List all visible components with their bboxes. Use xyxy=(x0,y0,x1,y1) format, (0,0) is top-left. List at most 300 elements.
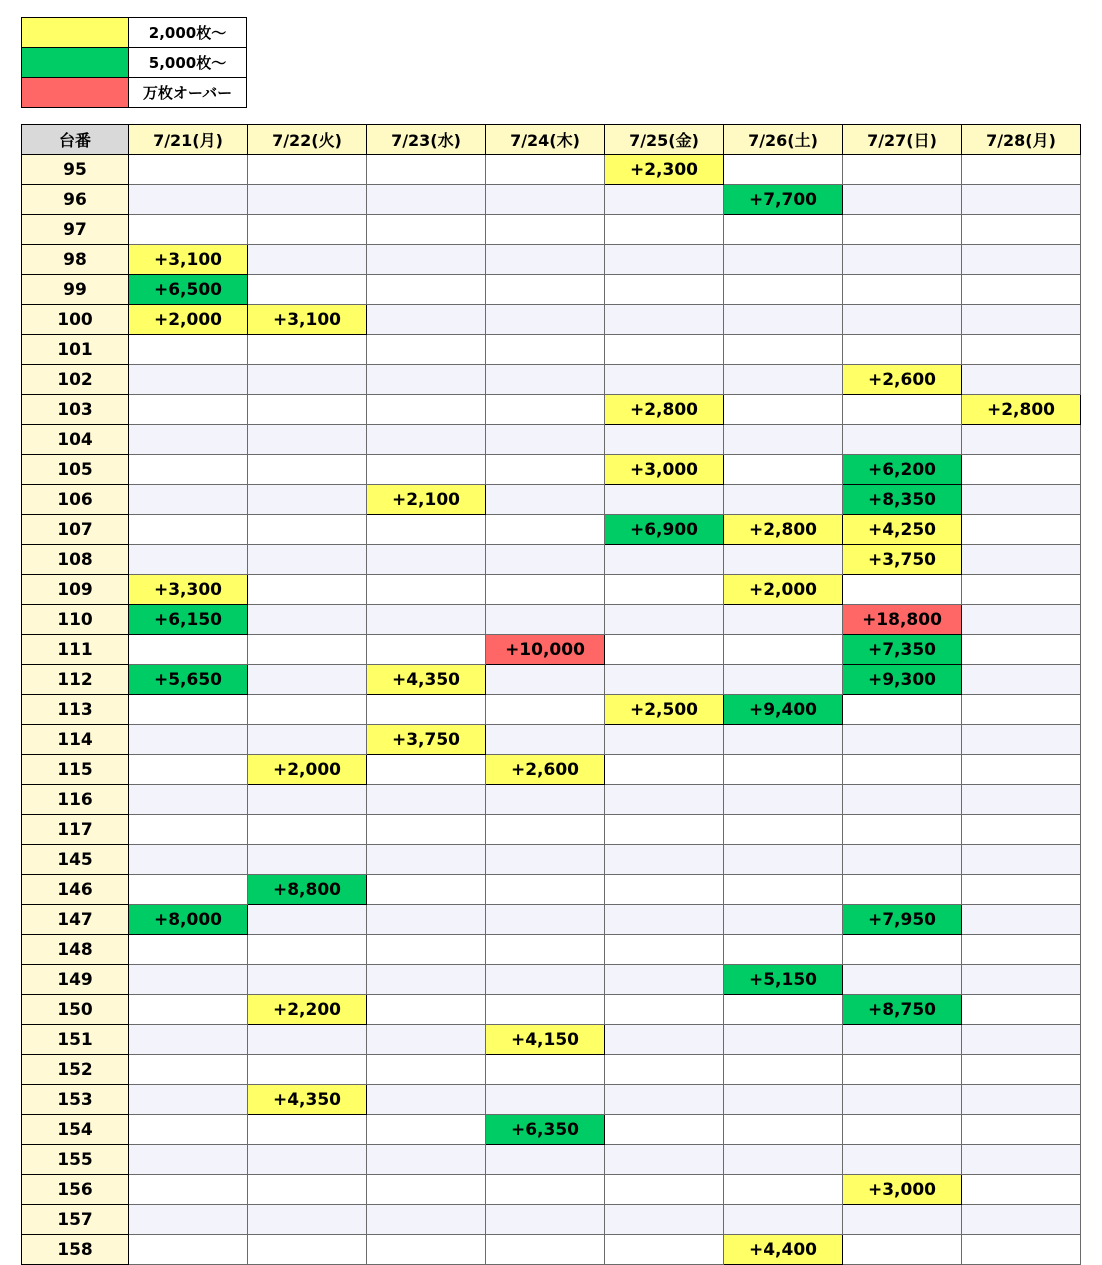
result-cell xyxy=(724,665,843,695)
result-cell xyxy=(605,1115,724,1145)
result-cell xyxy=(605,1055,724,1085)
result-cell xyxy=(486,575,605,605)
result-cell xyxy=(843,245,962,275)
result-cell xyxy=(605,485,724,515)
result-cell xyxy=(605,275,724,305)
result-cell xyxy=(724,1025,843,1055)
result-cell xyxy=(248,1115,367,1145)
results-table xyxy=(21,124,1081,1265)
result-cell xyxy=(724,1055,843,1085)
result-cell: +4,350 xyxy=(367,665,486,695)
result-cell xyxy=(367,1055,486,1085)
result-cell xyxy=(129,965,248,995)
legend-swatch-green xyxy=(22,48,129,78)
result-cell xyxy=(724,935,843,965)
result-cell xyxy=(843,1055,962,1085)
result-cell xyxy=(962,1175,1081,1205)
result-cell xyxy=(724,1175,843,1205)
result-cell xyxy=(724,425,843,455)
result-cell xyxy=(962,245,1081,275)
result-cell xyxy=(486,995,605,1025)
result-cell xyxy=(724,365,843,395)
table-row xyxy=(22,485,1081,515)
result-cell xyxy=(843,755,962,785)
result-cell xyxy=(962,275,1081,305)
machine-number: 109 xyxy=(22,575,129,605)
table-row xyxy=(22,1205,1081,1235)
result-cell xyxy=(724,1205,843,1235)
result-cell xyxy=(962,1115,1081,1145)
result-cell xyxy=(367,395,486,425)
result-cell: +4,150 xyxy=(486,1025,605,1055)
result-cell xyxy=(843,695,962,725)
result-cell xyxy=(248,905,367,935)
machine-number: 104 xyxy=(22,425,129,455)
table-row xyxy=(22,875,1081,905)
machine-number: 99 xyxy=(22,275,129,305)
result-cell xyxy=(724,1085,843,1115)
result-cell xyxy=(486,545,605,575)
result-cell xyxy=(129,695,248,725)
result-cell xyxy=(129,455,248,485)
result-cell xyxy=(129,755,248,785)
table-row xyxy=(22,395,1081,425)
date-header: 7/26(土) xyxy=(724,125,843,155)
result-cell: +6,200 xyxy=(843,455,962,485)
result-cell: +8,800 xyxy=(248,875,367,905)
result-cell xyxy=(367,365,486,395)
result-cell xyxy=(843,575,962,605)
table-row xyxy=(22,845,1081,875)
table-row xyxy=(22,815,1081,845)
table-row xyxy=(22,1235,1081,1265)
result-cell: +3,000 xyxy=(843,1175,962,1205)
result-cell xyxy=(724,545,843,575)
result-cell xyxy=(605,185,724,215)
table-row xyxy=(22,455,1081,485)
result-cell xyxy=(367,1085,486,1115)
result-cell xyxy=(605,245,724,275)
result-cell xyxy=(962,1145,1081,1175)
result-cell xyxy=(248,455,367,485)
result-cell xyxy=(486,365,605,395)
result-cell: +9,300 xyxy=(843,665,962,695)
machine-number: 115 xyxy=(22,755,129,785)
result-cell xyxy=(248,785,367,815)
result-cell xyxy=(962,365,1081,395)
result-cell xyxy=(367,965,486,995)
result-cell xyxy=(962,635,1081,665)
legend-row-10000 xyxy=(22,78,247,108)
result-cell xyxy=(962,605,1081,635)
result-cell xyxy=(367,1235,486,1265)
result-cell xyxy=(843,935,962,965)
result-cell xyxy=(129,1175,248,1205)
result-cell xyxy=(724,755,843,785)
result-cell xyxy=(843,1205,962,1235)
result-cell xyxy=(129,1205,248,1235)
result-cell xyxy=(605,845,724,875)
result-cell xyxy=(486,245,605,275)
machine-number: 152 xyxy=(22,1055,129,1085)
table-row xyxy=(22,1175,1081,1205)
result-cell: +2,800 xyxy=(605,395,724,425)
result-cell xyxy=(843,875,962,905)
result-cell xyxy=(367,1025,486,1055)
result-cell xyxy=(724,215,843,245)
table-row xyxy=(22,1085,1081,1115)
table-row xyxy=(22,155,1081,185)
machine-number: 155 xyxy=(22,1145,129,1175)
result-cell xyxy=(843,1235,962,1265)
result-cell xyxy=(486,695,605,725)
result-cell xyxy=(367,335,486,365)
result-cell xyxy=(724,305,843,335)
result-cell xyxy=(486,455,605,485)
result-cell xyxy=(724,395,843,425)
result-cell xyxy=(486,215,605,245)
result-cell xyxy=(129,725,248,755)
result-cell: +2,100 xyxy=(367,485,486,515)
table-row xyxy=(22,725,1081,755)
result-cell xyxy=(843,725,962,755)
machine-number: 96 xyxy=(22,185,129,215)
result-cell: +2,000 xyxy=(248,755,367,785)
result-cell: +7,950 xyxy=(843,905,962,935)
result-cell xyxy=(962,905,1081,935)
machine-number: 103 xyxy=(22,395,129,425)
result-cell: +8,000 xyxy=(129,905,248,935)
result-cell xyxy=(367,185,486,215)
result-cell: +18,800 xyxy=(843,605,962,635)
machine-number: 112 xyxy=(22,665,129,695)
result-cell xyxy=(129,485,248,515)
result-cell xyxy=(724,485,843,515)
table-row xyxy=(22,665,1081,695)
table-row xyxy=(22,425,1081,455)
result-cell xyxy=(486,905,605,935)
legend-swatch-red xyxy=(22,78,129,108)
result-cell xyxy=(248,1235,367,1265)
result-cell xyxy=(248,215,367,245)
machine-number: 153 xyxy=(22,1085,129,1115)
result-cell xyxy=(248,665,367,695)
result-cell xyxy=(605,755,724,785)
machine-number: 151 xyxy=(22,1025,129,1055)
result-cell xyxy=(486,665,605,695)
result-cell xyxy=(129,785,248,815)
machine-number: 156 xyxy=(22,1175,129,1205)
result-cell xyxy=(724,725,843,755)
result-cell xyxy=(843,335,962,365)
table-row xyxy=(22,365,1081,395)
result-cell xyxy=(962,725,1081,755)
result-cell xyxy=(367,1115,486,1145)
result-cell xyxy=(486,1085,605,1115)
result-cell xyxy=(962,515,1081,545)
result-cell xyxy=(605,725,724,755)
result-cell xyxy=(605,635,724,665)
result-cell xyxy=(962,845,1081,875)
result-cell xyxy=(962,755,1081,785)
table-row xyxy=(22,605,1081,635)
result-cell xyxy=(724,875,843,905)
machine-number-header: 台番 xyxy=(22,125,129,155)
result-cell xyxy=(367,935,486,965)
result-cell xyxy=(605,1205,724,1235)
machine-number: 147 xyxy=(22,905,129,935)
result-cell xyxy=(129,185,248,215)
result-cell: +3,100 xyxy=(129,245,248,275)
machine-number: 107 xyxy=(22,515,129,545)
result-cell xyxy=(962,1055,1081,1085)
result-cell xyxy=(605,575,724,605)
result-cell xyxy=(843,815,962,845)
result-cell: +9,400 xyxy=(724,695,843,725)
date-header: 7/24(木) xyxy=(486,125,605,155)
result-cell xyxy=(248,1205,367,1235)
result-cell xyxy=(367,515,486,545)
result-cell xyxy=(605,1175,724,1205)
table-row xyxy=(22,245,1081,275)
machine-number: 117 xyxy=(22,815,129,845)
result-cell xyxy=(248,185,367,215)
result-cell xyxy=(605,1145,724,1175)
result-cell xyxy=(367,215,486,245)
table-row xyxy=(22,575,1081,605)
result-cell xyxy=(248,245,367,275)
result-cell xyxy=(486,305,605,335)
table-row xyxy=(22,905,1081,935)
result-cell xyxy=(843,305,962,335)
table-row xyxy=(22,935,1081,965)
machine-number: 106 xyxy=(22,485,129,515)
result-cell: +5,650 xyxy=(129,665,248,695)
result-cell xyxy=(486,605,605,635)
result-cell xyxy=(129,875,248,905)
result-cell xyxy=(129,155,248,185)
machine-number: 145 xyxy=(22,845,129,875)
result-cell xyxy=(724,1115,843,1145)
result-cell xyxy=(367,425,486,455)
result-cell xyxy=(486,185,605,215)
result-cell xyxy=(367,635,486,665)
result-cell xyxy=(843,425,962,455)
result-cell: +3,750 xyxy=(843,545,962,575)
result-cell: +2,600 xyxy=(486,755,605,785)
result-cell xyxy=(962,965,1081,995)
result-cell xyxy=(248,335,367,365)
result-cell xyxy=(605,545,724,575)
result-cell xyxy=(605,1025,724,1055)
result-cell xyxy=(724,785,843,815)
date-header: 7/28(月) xyxy=(962,125,1081,155)
result-cell xyxy=(367,905,486,935)
machine-number: 149 xyxy=(22,965,129,995)
result-cell xyxy=(724,815,843,845)
result-cell: +6,150 xyxy=(129,605,248,635)
result-cell xyxy=(962,815,1081,845)
result-cell xyxy=(129,215,248,245)
result-cell xyxy=(248,365,367,395)
result-cell: +4,350 xyxy=(248,1085,367,1115)
table-row xyxy=(22,1115,1081,1145)
result-cell xyxy=(248,275,367,305)
result-cell xyxy=(248,545,367,575)
result-cell xyxy=(605,365,724,395)
table-row xyxy=(22,305,1081,335)
legend-label-10000: 万枚オーバー xyxy=(129,78,247,108)
result-cell xyxy=(724,1145,843,1175)
table-row xyxy=(22,635,1081,665)
result-cell: +6,500 xyxy=(129,275,248,305)
table-row xyxy=(22,1025,1081,1055)
result-cell xyxy=(129,1235,248,1265)
result-cell xyxy=(962,155,1081,185)
result-cell xyxy=(367,755,486,785)
result-cell: +6,900 xyxy=(605,515,724,545)
result-cell xyxy=(248,605,367,635)
result-cell xyxy=(248,155,367,185)
machine-number: 111 xyxy=(22,635,129,665)
result-cell xyxy=(605,875,724,905)
result-cell xyxy=(962,575,1081,605)
result-cell xyxy=(129,815,248,845)
result-cell xyxy=(962,785,1081,815)
result-cell xyxy=(248,815,367,845)
table-row xyxy=(22,965,1081,995)
result-cell xyxy=(605,905,724,935)
result-cell xyxy=(843,395,962,425)
result-cell xyxy=(962,545,1081,575)
result-cell xyxy=(486,1055,605,1085)
table-row xyxy=(22,695,1081,725)
result-cell xyxy=(129,845,248,875)
result-cell xyxy=(248,575,367,605)
result-cell xyxy=(724,455,843,485)
result-cell xyxy=(843,1085,962,1115)
header-row xyxy=(22,125,1081,155)
result-cell xyxy=(843,1115,962,1145)
result-cell: +2,500 xyxy=(605,695,724,725)
result-cell xyxy=(367,605,486,635)
result-cell xyxy=(724,155,843,185)
result-cell xyxy=(962,485,1081,515)
machine-number: 158 xyxy=(22,1235,129,1265)
result-cell: +2,600 xyxy=(843,365,962,395)
result-cell xyxy=(486,335,605,365)
result-cell xyxy=(248,1175,367,1205)
machine-number: 110 xyxy=(22,605,129,635)
result-cell xyxy=(605,1235,724,1265)
result-cell: +5,150 xyxy=(724,965,843,995)
result-cell xyxy=(962,215,1081,245)
machine-number: 95 xyxy=(22,155,129,185)
result-cell xyxy=(129,1115,248,1145)
result-cell xyxy=(248,1055,367,1085)
result-cell xyxy=(129,1145,248,1175)
result-cell xyxy=(129,395,248,425)
result-cell xyxy=(962,1235,1081,1265)
result-cell xyxy=(843,1145,962,1175)
result-cell xyxy=(367,785,486,815)
result-cell xyxy=(248,965,367,995)
result-cell xyxy=(248,845,367,875)
result-cell xyxy=(962,995,1081,1025)
result-cell xyxy=(962,305,1081,335)
legend-label-5000: 5,000枚～ xyxy=(129,48,247,78)
result-cell xyxy=(486,395,605,425)
result-cell xyxy=(843,185,962,215)
result-cell xyxy=(962,1205,1081,1235)
result-cell: +3,100 xyxy=(248,305,367,335)
machine-number: 97 xyxy=(22,215,129,245)
result-cell xyxy=(486,485,605,515)
result-cell xyxy=(129,335,248,365)
result-cell xyxy=(129,635,248,665)
result-cell: +2,000 xyxy=(129,305,248,335)
result-cell: +4,250 xyxy=(843,515,962,545)
table-row xyxy=(22,1055,1081,1085)
machine-number: 157 xyxy=(22,1205,129,1235)
result-cell xyxy=(962,455,1081,485)
legend-row-2000 xyxy=(22,18,247,48)
table-row xyxy=(22,545,1081,575)
result-cell xyxy=(605,1085,724,1115)
result-cell: +2,000 xyxy=(724,575,843,605)
result-cell xyxy=(605,305,724,335)
result-cell xyxy=(724,245,843,275)
result-cell xyxy=(129,935,248,965)
result-cell xyxy=(962,935,1081,965)
table-body xyxy=(22,155,1081,1265)
result-cell xyxy=(486,275,605,305)
result-cell: +7,700 xyxy=(724,185,843,215)
result-cell xyxy=(486,875,605,905)
table-row xyxy=(22,185,1081,215)
date-header: 7/21(月) xyxy=(129,125,248,155)
result-cell xyxy=(486,155,605,185)
result-cell xyxy=(486,515,605,545)
result-cell: +2,800 xyxy=(724,515,843,545)
result-cell xyxy=(605,995,724,1025)
table-row xyxy=(22,215,1081,245)
date-header: 7/23(水) xyxy=(367,125,486,155)
result-cell xyxy=(129,1025,248,1055)
result-cell xyxy=(367,695,486,725)
result-cell: +8,750 xyxy=(843,995,962,1025)
result-cell xyxy=(367,455,486,485)
result-cell xyxy=(367,875,486,905)
result-cell xyxy=(724,995,843,1025)
result-cell xyxy=(962,665,1081,695)
result-cell: +2,200 xyxy=(248,995,367,1025)
table-row xyxy=(22,275,1081,305)
result-cell: +4,400 xyxy=(724,1235,843,1265)
result-cell xyxy=(486,1235,605,1265)
table-row xyxy=(22,755,1081,785)
result-cell xyxy=(724,605,843,635)
machine-number: 98 xyxy=(22,245,129,275)
result-cell: +2,800 xyxy=(962,395,1081,425)
result-cell xyxy=(486,725,605,755)
legend-label-2000: 2,000枚～ xyxy=(129,18,247,48)
machine-number: 114 xyxy=(22,725,129,755)
result-cell xyxy=(129,545,248,575)
result-cell xyxy=(843,965,962,995)
result-cell xyxy=(367,545,486,575)
result-cell xyxy=(248,1145,367,1175)
